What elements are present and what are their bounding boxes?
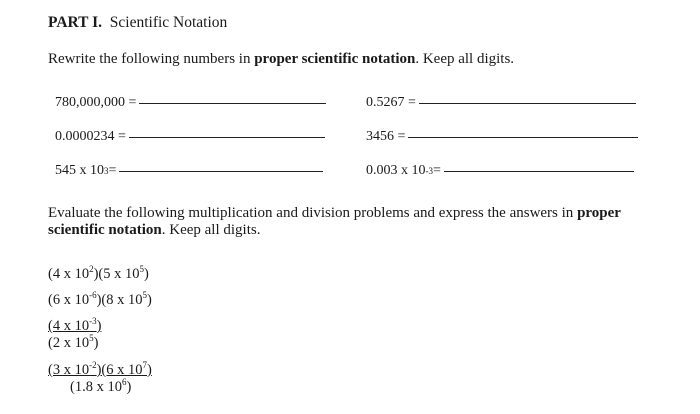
mult-problem-b — [48, 292, 152, 309]
c-den-close: ) — [93, 335, 99, 351]
problem-5-base: 545 x 10 — [55, 163, 104, 178]
a-part2: )(5 x 10 — [93, 266, 140, 282]
div-problem-d-denominator — [70, 379, 131, 396]
b-part1: (6 x 10 — [48, 292, 90, 308]
section2-bold-2: scientific notation — [48, 222, 162, 238]
b-part2: )(8 x 10 — [96, 292, 143, 308]
mult-problem-a — [48, 266, 149, 283]
instr-text: Rewrite the following numbers in — [48, 51, 255, 67]
d-num-close: ) — [147, 362, 152, 378]
section1-instructions — [48, 51, 514, 68]
problem-3 — [55, 129, 325, 145]
d-den-base: (1.8 x 10 — [70, 379, 122, 395]
instr-text-tail: . Keep all digits. — [415, 51, 515, 67]
section2-bold-1: proper — [577, 205, 621, 221]
part-topic: Scientific Notation — [109, 14, 228, 31]
part-label: PART I. — [48, 14, 103, 31]
div-problem-d-numerator — [48, 362, 152, 379]
instr-bold: proper scientific notation — [254, 51, 416, 67]
problem-5: 545 x 10 3 = — [55, 163, 323, 179]
problem-6: 0.003 x 10 -3 = — [366, 163, 634, 179]
section2-instructions-line2 — [48, 222, 260, 239]
problem-5-equals: = — [108, 163, 117, 178]
d-num-mid: )(6 x 10 — [96, 362, 143, 378]
d-num-exp2: 7 — [142, 360, 148, 371]
d-den-close: ) — [126, 379, 132, 395]
c-num-base: (4 x 10 — [48, 318, 90, 334]
a-close: ) — [144, 266, 149, 282]
problem-4 — [366, 129, 638, 145]
answer-blank-4[interactable] — [408, 136, 638, 138]
answer-blank-6[interactable] — [444, 170, 634, 172]
problem-1 — [55, 95, 326, 111]
section2-instructions-line1 — [48, 205, 621, 222]
problem-2-text: 0.5267 = — [366, 95, 416, 110]
c-num-close: ) — [96, 318, 102, 334]
answer-blank-2[interactable] — [419, 102, 636, 104]
problem-6-base: 0.003 x 10 — [366, 163, 426, 178]
c-num-exp: -3 — [89, 316, 97, 327]
d-den-exp: 6 — [121, 377, 127, 388]
section2-text-tail: . Keep all digits. — [161, 222, 261, 238]
b-close: ) — [147, 292, 152, 308]
problem-2 — [366, 95, 636, 111]
part-title — [48, 14, 227, 32]
section2-text: Evaluate the following multiplication and division problems and express the answers in — [48, 205, 578, 221]
div-problem-c-denominator — [48, 335, 98, 352]
b-exp2: 5 — [142, 290, 148, 301]
d-num-base1: (3 x 10 — [48, 362, 90, 378]
problem-4-text: 3456 = — [366, 129, 406, 144]
d-num-exp1: -2 — [89, 360, 97, 371]
problem-6-equals: = — [433, 163, 441, 178]
problem-1-text: 780,000,000 = — [55, 95, 137, 110]
a-part1: (4 x 10 — [48, 266, 90, 282]
b-exp1: -6 — [89, 290, 97, 301]
problem-3-text: 0.0000234 = — [55, 129, 126, 144]
c-den-base: (2 x 10 — [48, 335, 90, 351]
answer-blank-5[interactable] — [119, 170, 323, 172]
a-exp2: 5 — [139, 264, 145, 275]
c-den-exp: 5 — [89, 333, 94, 344]
answer-blank-3[interactable] — [129, 136, 325, 138]
a-exp1: 2 — [89, 264, 94, 275]
answer-blank-1[interactable] — [139, 102, 326, 104]
